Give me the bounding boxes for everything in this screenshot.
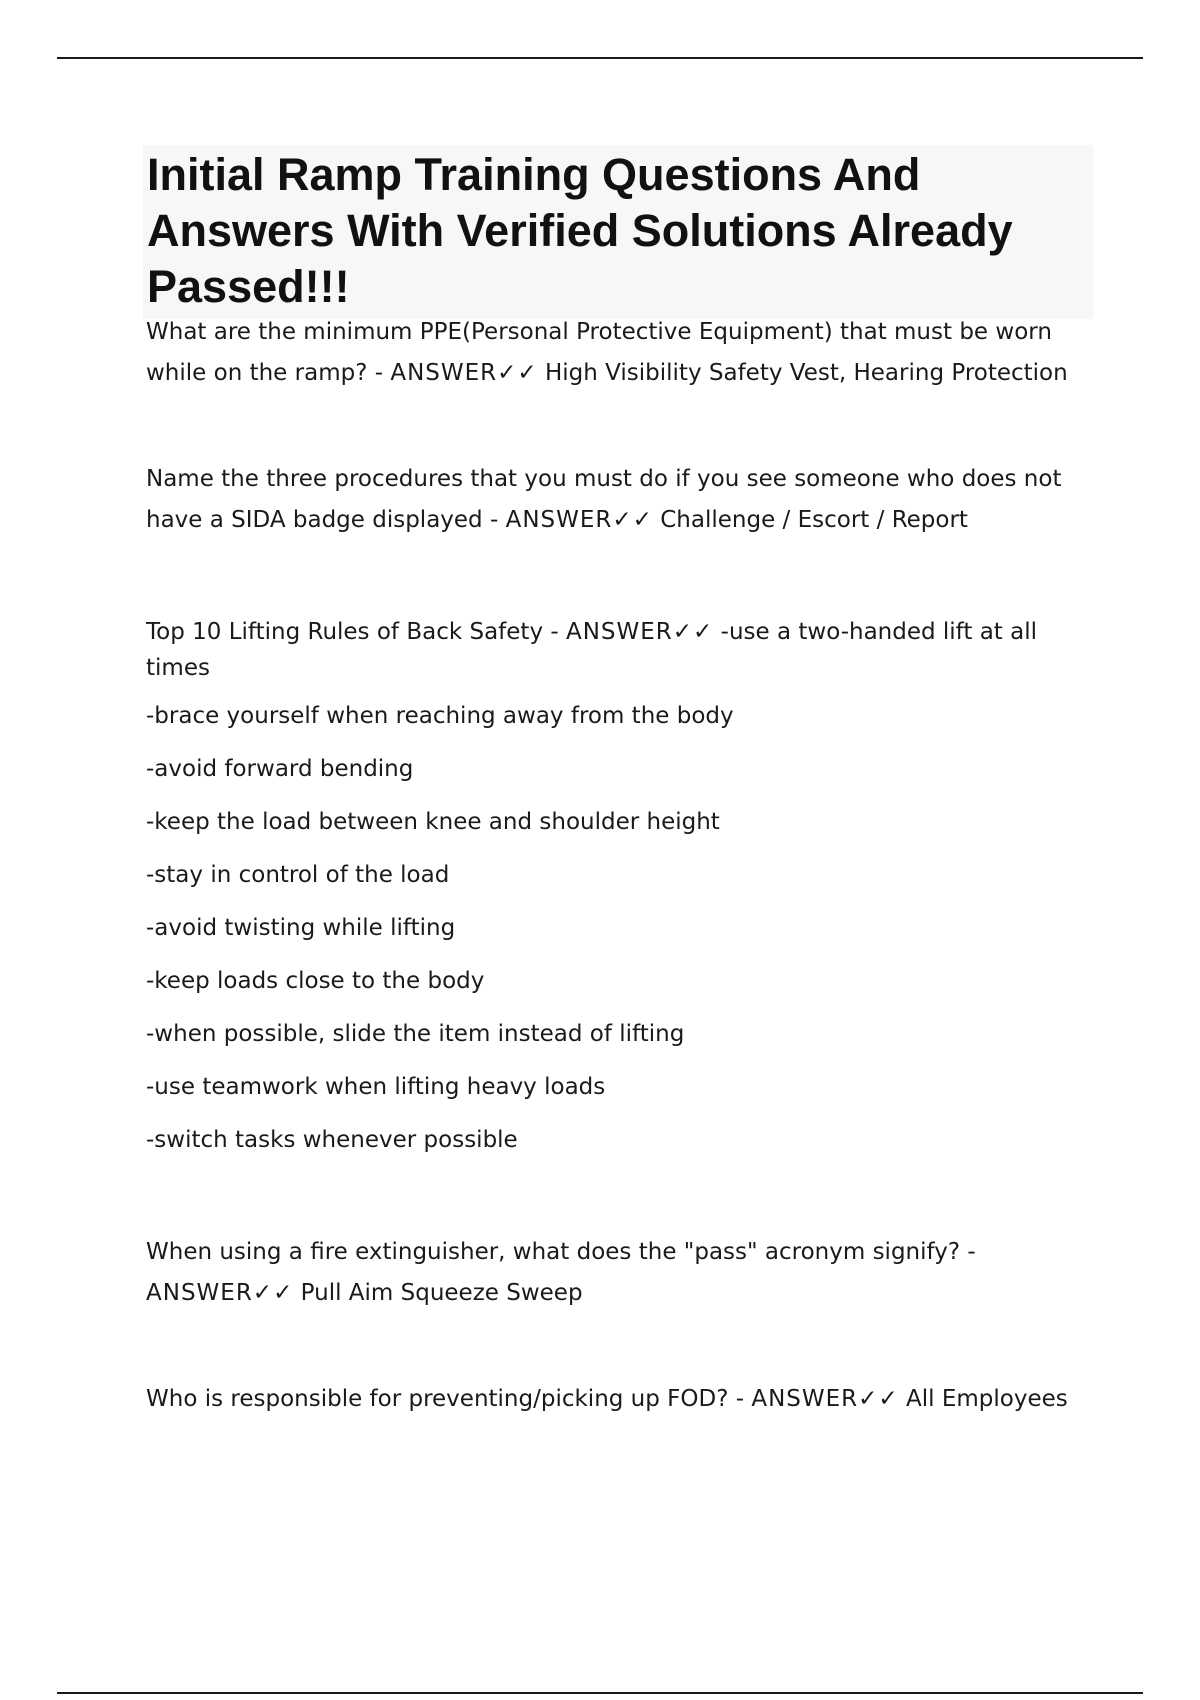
- answer-marker: ANSWER✓✓: [751, 1386, 899, 1412]
- question-text: What are the minimum PPE(Personal Protective Equipment) that must be worn while on the ramp? -: [146, 319, 1052, 386]
- list-item: -keep the load between knee and shoulder height: [146, 809, 720, 835]
- spacer: [146, 394, 1086, 459]
- answer-text: High Visibility Safety Vest, Hearing Protection: [545, 360, 1068, 386]
- answer-text: Pull Aim Squeeze Sweep: [300, 1280, 583, 1306]
- qa-item: [146, 1379, 1086, 1420]
- qa-item: [146, 1232, 1086, 1314]
- spacer: [146, 1314, 1086, 1379]
- answer-marker: ANSWER✓✓: [146, 1280, 294, 1306]
- list-item: -when possible, slide the item instead of lifting: [146, 1021, 685, 1047]
- spacer: [146, 541, 1086, 614]
- page-title: Initial Ramp Training Questions And Answers With Verified Solutions Already Passed!!!: [147, 149, 1013, 312]
- list-item: -avoid twisting while lifting: [146, 915, 456, 941]
- answer-marker: ANSWER✓✓: [565, 619, 714, 645]
- title-block: [143, 145, 1093, 319]
- question-text: Name the three procedures that you must do if you see someone who does not have a SIDA badge displayed -: [146, 466, 1062, 533]
- answer-marker: ANSWER✓✓: [390, 360, 538, 386]
- spacer: [146, 1167, 1086, 1232]
- answer-marker: ANSWER✓✓: [505, 507, 653, 533]
- question-text: Who is responsible for preventing/picking up FOD? -: [146, 1386, 745, 1412]
- list-item: -stay in control of the load: [146, 862, 450, 888]
- answer-text: All Employees: [906, 1386, 1068, 1412]
- document-body: [146, 312, 1086, 1420]
- list-item: -switch tasks whenever possible: [146, 1127, 518, 1153]
- answer-text: Challenge / Escort / Report: [660, 507, 968, 533]
- qa-item: [146, 614, 1086, 686]
- top-divider: [57, 57, 1143, 59]
- lifting-rules-list: [146, 690, 1086, 1167]
- question-text: Top 10 Lifting Rules of Back Safety -: [146, 619, 559, 645]
- answer-text: -use a two-handed lift at all times: [146, 619, 1038, 681]
- question-text: When using a fire extinguisher, what does the "pass" acronym signify? -: [146, 1239, 976, 1265]
- list-item: -keep loads close to the body: [146, 968, 485, 994]
- list-item: -brace yourself when reaching away from the body: [146, 703, 734, 729]
- list-item: -use teamwork when lifting heavy loads: [146, 1074, 606, 1100]
- qa-item: [146, 459, 1086, 541]
- qa-item: [146, 312, 1086, 394]
- bottom-divider: [57, 1692, 1143, 1694]
- list-item: -avoid forward bending: [146, 756, 414, 782]
